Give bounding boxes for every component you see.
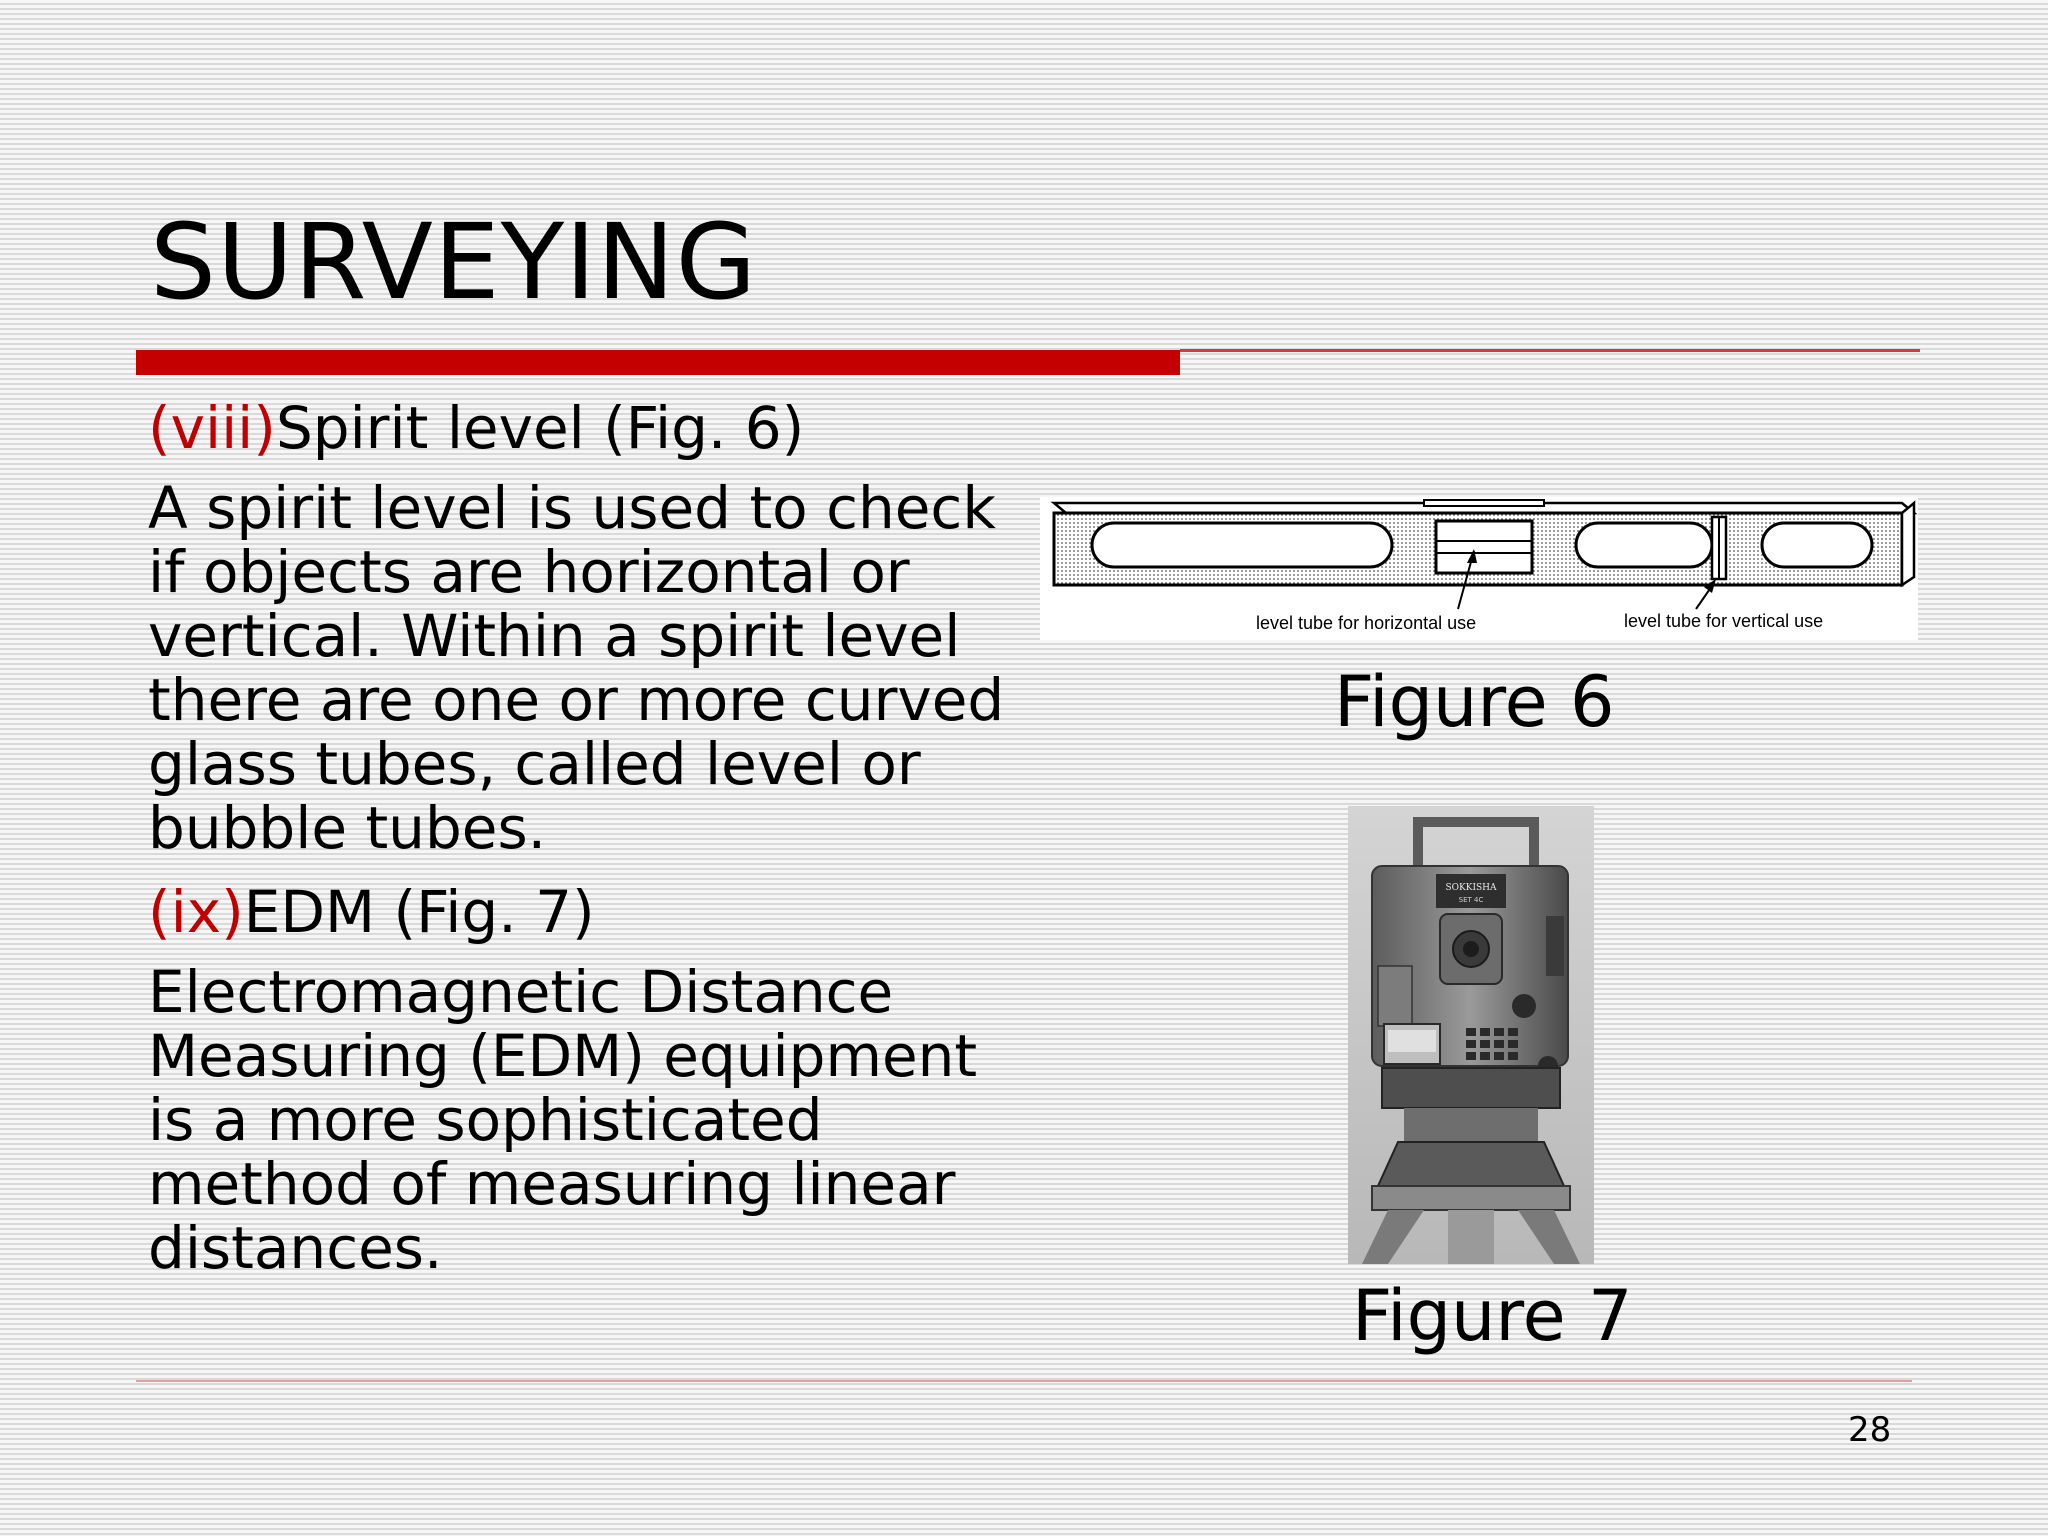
label-vertical-tube: level tube for vertical use	[1624, 611, 1824, 631]
edm-brand-label: SOKKISHA	[1445, 883, 1497, 893]
spirit-level-illustration	[1040, 497, 1918, 640]
figure-7-edm-photo	[1348, 806, 1594, 1264]
figure-6-caption: Figure 6	[1334, 661, 1615, 743]
figure-7-caption: Figure 7	[1352, 1275, 1633, 1357]
section-ix-heading	[148, 880, 1008, 944]
section-ix-title: EDM (Fig. 7)	[243, 878, 595, 946]
page-number: 28	[1848, 1410, 1892, 1450]
section-viii-body: A spirit level is used to check if objects are horizontal or vertical. Within a spirit level there are one or more curved glass tubes, called level or bubble tubes.	[148, 474, 1005, 862]
section-ix-number: (ix)	[148, 878, 244, 946]
edm-model-label: SET 4C	[1458, 896, 1484, 904]
body-column	[148, 396, 1008, 1300]
title-underline-thin	[1180, 349, 1920, 352]
slide-bottom-rule	[136, 1380, 1912, 1382]
section-viii-number: (viii)	[148, 394, 276, 462]
section-ix-body: Electromagnetic Distance Measuring (EDM) equipment is a more sophisticated method of measuring linear distances.	[148, 958, 978, 1282]
section-viii-title: Spirit level (Fig. 6)	[275, 394, 805, 462]
figure-6-spirit-level	[1040, 497, 1918, 640]
section-viii-heading	[148, 396, 1008, 460]
label-horizontal-tube: level tube for horizontal use	[1256, 613, 1477, 633]
title-underline-thick	[136, 350, 1180, 375]
edm-instrument-illustration	[1348, 806, 1594, 1264]
slide-title: SURVEYING	[150, 201, 758, 323]
